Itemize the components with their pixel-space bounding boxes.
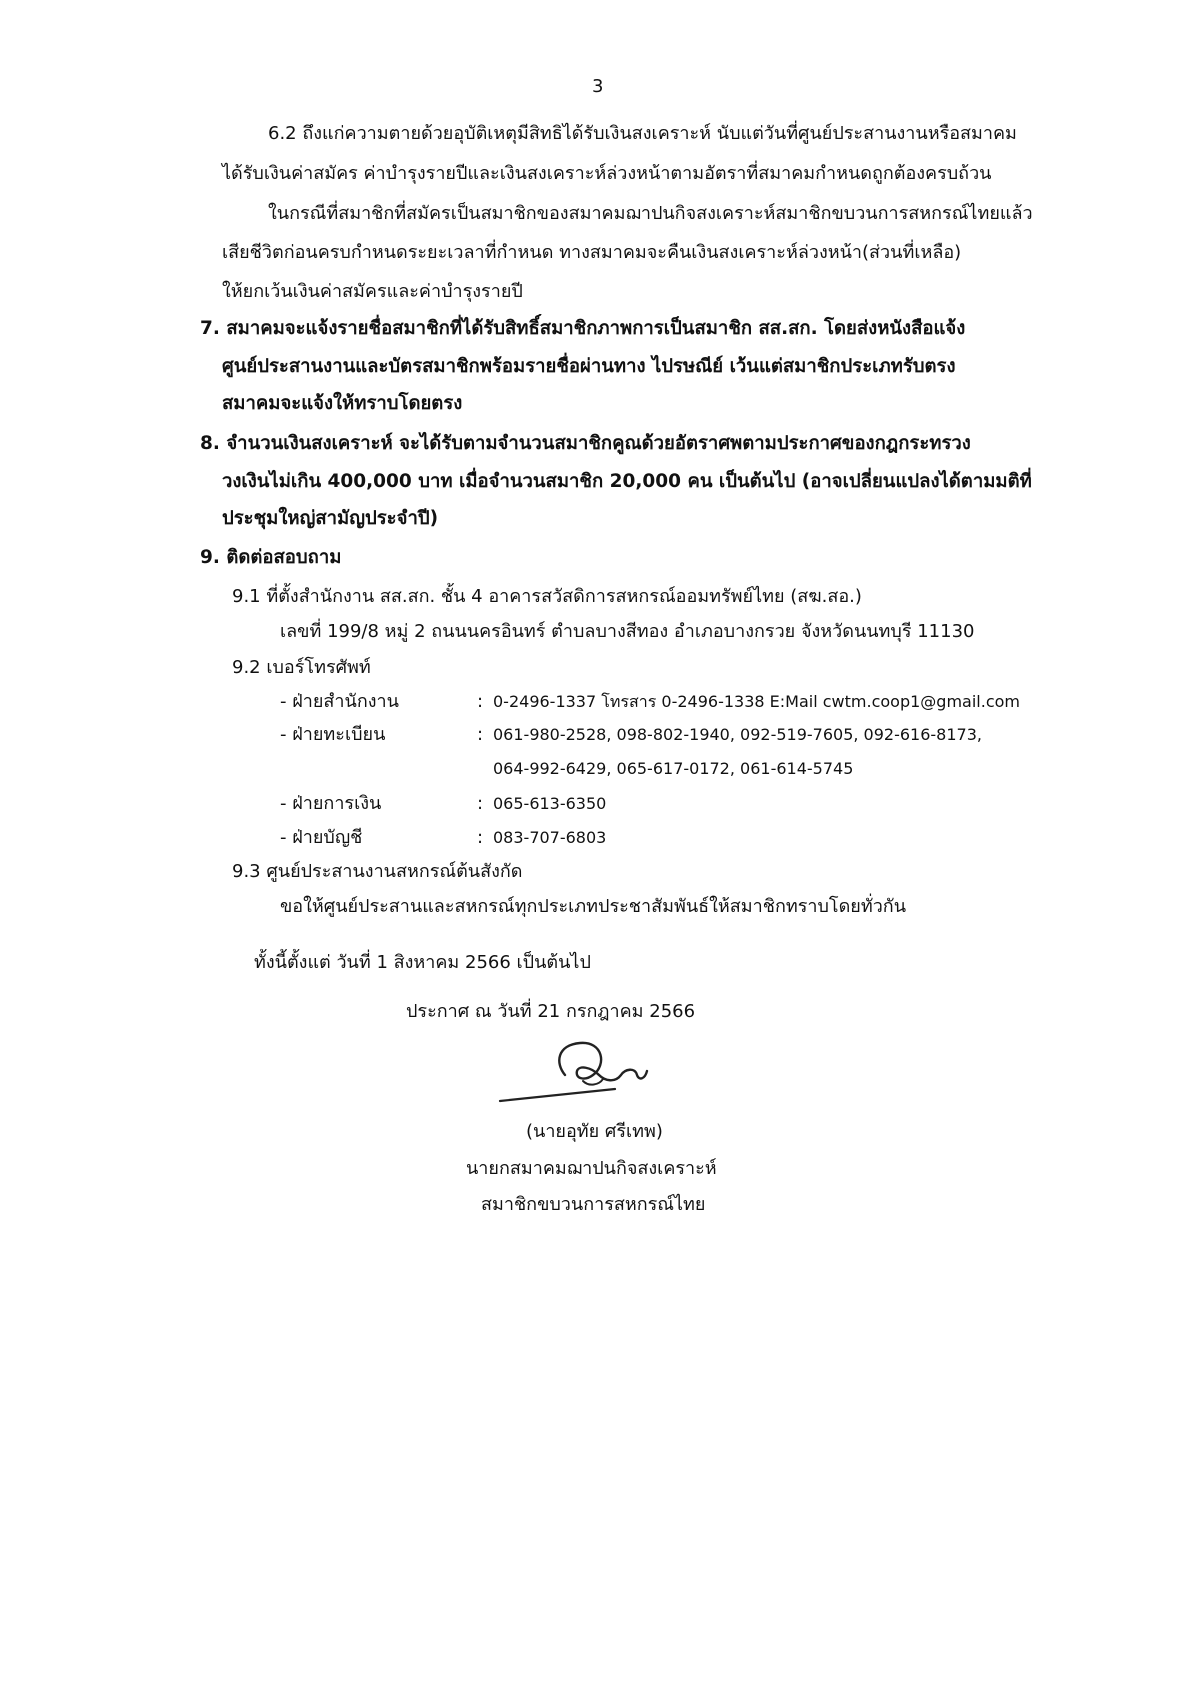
note-line3: ให้ยกเว้นเงินค่าสมัครและค่าบำรุงรายปี bbox=[222, 281, 523, 302]
contact-value-office: 0-2496-1337 โทรสาร 0-2496-1338 E:Mail cwtm.coop1@gmail.com bbox=[493, 692, 1020, 711]
contact-value-finance: 065-613-6350 bbox=[493, 794, 607, 813]
contact-dept-registration: - ฝ่ายทะเบียน bbox=[280, 724, 386, 745]
contact-colon: : bbox=[477, 691, 484, 712]
contact-dept-office: - ฝ่ายสำนักงาน bbox=[280, 691, 399, 712]
section-8-line1: 8. จำนวนเงินสงเคราะห์ จะได้รับตามจำนวนสมาชิกคูณด้วยอัตราศพตามประกาศของกฎกระทรวง bbox=[200, 433, 971, 454]
signatory-name: (นายอุทัย ศรีเทพ) bbox=[526, 1121, 663, 1142]
contact-value-accounting: 083-707-6803 bbox=[493, 828, 607, 847]
item-9-1-line2: เลขที่ 199/8 หมู่ 2 ถนนนครอินทร์ ตำบลบางสีทอง อำเภอบางกรวย จังหวัดนนทบุรี 11130 bbox=[280, 621, 975, 642]
item-9-3-text: ขอให้ศูนย์ประสานและสหกรณ์ทุกประเภทประชาสัมพันธ์ให้สมาชิกทราบโดยทั่วกัน bbox=[280, 896, 907, 917]
section-8-line3: ประชุมใหญ่สามัญประจำปี) bbox=[222, 508, 439, 529]
item-9-3-heading: 9.3 ศูนย์ประสานงานสหกรณ์ต้นสังกัด bbox=[232, 861, 523, 882]
page-number: 3 bbox=[592, 76, 604, 97]
effective-date: ทั้งนี้ตั้งแต่ วันที่ 1 สิงหาคม 2566 เป็นต้นไป bbox=[254, 952, 591, 973]
signatory-title-line2: สมาชิกขบวนการสหกรณ์ไทย bbox=[481, 1194, 706, 1215]
signature bbox=[495, 1035, 670, 1105]
item-9-2-heading: 9.2 เบอร์โทรศัพท์ bbox=[232, 657, 371, 678]
contact-dept-finance: - ฝ่ายการเงิน bbox=[280, 793, 382, 814]
note-line1: ในกรณีที่สมาชิกที่สมัครเป็นสมาชิกของสมาคมฌาปนกิจสงเคราะห์สมาชิกขบวนการสหกรณ์ไทยแล้ว bbox=[268, 203, 1033, 224]
item-6-2-line2: ได้รับเงินค่าสมัคร ค่าบำรุงรายปีและเงินสงเคราะห์ล่วงหน้าตามอัตราที่สมาคมกำหนดถูกต้องครบถ้วน bbox=[222, 163, 992, 184]
section-7-line2: ศูนย์ประสานงานและบัตรสมาชิกพร้อมรายชื่อผ่านทาง ไปรษณีย์ เว้นแต่สมาชิกประเภทรับตรง bbox=[222, 356, 956, 377]
contact-colon: : bbox=[477, 827, 484, 848]
contact-dept-accounting: - ฝ่ายบัญชี bbox=[280, 827, 363, 848]
section-7-line1: 7. สมาคมจะแจ้งรายชื่อสมาชิกที่ได้รับสิทธิ์สมาชิกภาพการเป็นสมาชิก สส.สก. โดยส่งหนังสือแจ้ง bbox=[200, 318, 966, 339]
item-6-2-line1: 6.2 ถึงแก่ความตายด้วยอุบัติเหตุมีสิทธิได้รับเงินสงเคราะห์ นับแต่วันที่ศูนย์ประสานงานหรือสมาคม bbox=[268, 123, 1017, 144]
signatory-title-line1: นายกสมาคมฌาปนกิจสงเคราะห์ bbox=[466, 1158, 717, 1179]
announcement-date: ประกาศ ณ วันที่ 21 กรกฎาคม 2566 bbox=[406, 1001, 696, 1022]
section-7-line3: สมาคมจะแจ้งให้ทราบโดยตรง bbox=[222, 393, 463, 414]
contact-colon: : bbox=[477, 724, 484, 745]
contact-value-registration-cont: 064-992-6429, 065-617-0172, 061-614-5745 bbox=[493, 759, 854, 778]
contact-value-registration: 061-980-2528, 098-802-1940, 092-519-7605, 092-616-8173, bbox=[493, 725, 982, 744]
note-line2: เสียชีวิตก่อนครบกำหนดระยะเวลาที่กำหนด ทางสมาคมจะคืนเงินสงเคราะห์ล่วงหน้า(ส่วนที่เหลือ) bbox=[222, 242, 962, 263]
section-9-heading: 9. ติดต่อสอบถาม bbox=[200, 547, 342, 568]
item-9-1-line1: 9.1 ที่ตั้งสำนักงาน สส.สก. ชั้น 4 อาคารสวัสดิการสหกรณ์ออมทรัพย์ไทย (สฆ.สอ.) bbox=[232, 586, 862, 607]
section-8-line2: วงเงินไม่เกิน 400,000 บาท เมื่อจำนวนสมาชิก 20,000 คน เป็นต้นไป (อาจเปลี่ยนแปลงได้ตามมติที่ bbox=[222, 471, 1032, 492]
contact-colon: : bbox=[477, 793, 484, 814]
